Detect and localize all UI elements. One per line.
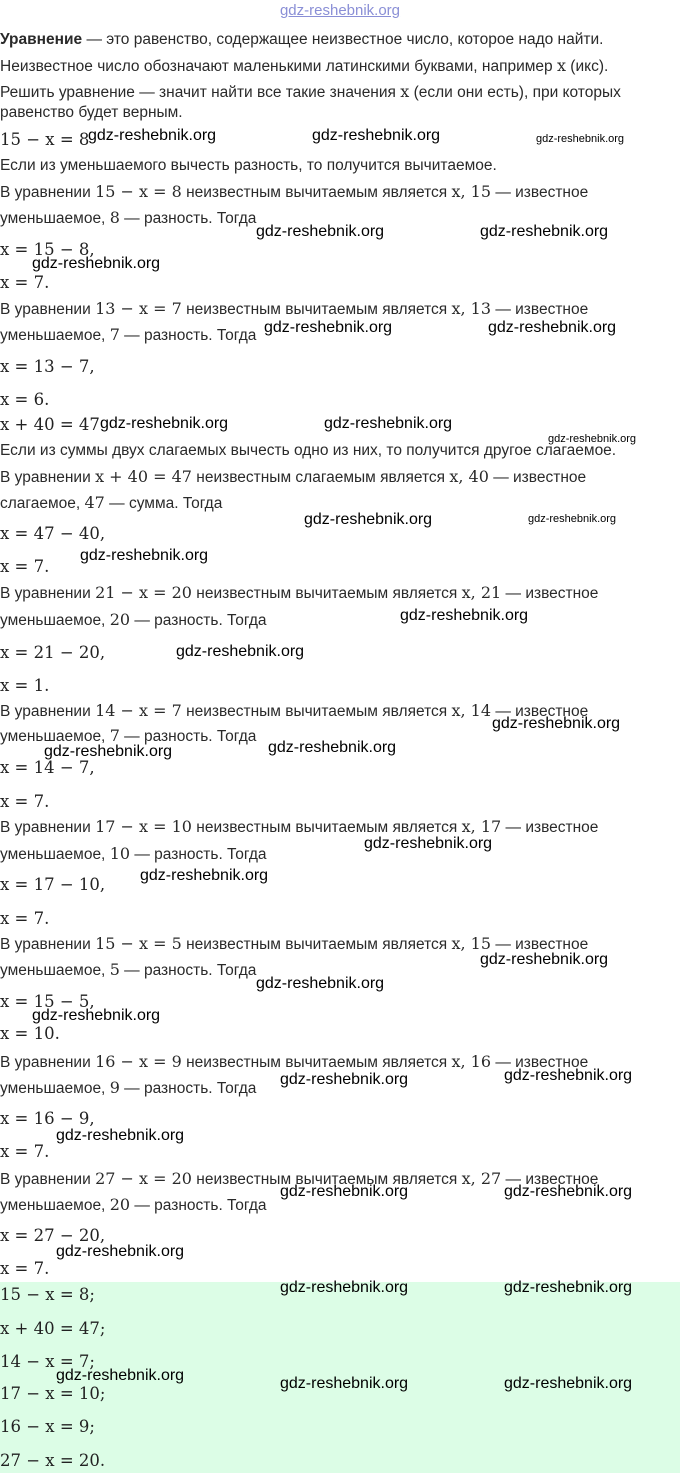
text: В уравнении <box>0 469 96 486</box>
explanation-line <box>0 206 256 231</box>
math-inline: 8 <box>109 208 120 227</box>
text: — разность. Тогда <box>119 1080 257 1097</box>
watermark: gdz-reshebnik.org <box>88 127 217 144</box>
text: — известное <box>501 1171 599 1188</box>
answer-line: 15 − x = 8; <box>0 1285 95 1304</box>
text: слагаемое, <box>0 495 85 512</box>
solution-step: x = 13 − 7, <box>0 357 95 376</box>
watermark: gdz-reshebnik.org <box>268 739 397 756</box>
watermark: gdz-reshebnik.org <box>324 415 453 432</box>
watermark: gdz-reshebnik.org <box>528 513 617 525</box>
watermark: gdz-reshebnik.org <box>176 643 305 660</box>
text: — разность. Тогда <box>119 210 257 227</box>
text: — известное <box>491 301 589 318</box>
text: В уравнении <box>0 936 96 953</box>
math-inline: 21 − x = 20 <box>95 583 192 602</box>
text: уменьшаемое, <box>0 1197 110 1214</box>
intro-text: Неизвестное число обозначают маленькими латинскими буквами, например <box>0 58 557 75</box>
watermark: gdz-reshebnik.org <box>280 1279 409 1296</box>
solution-result: x = 1. <box>0 676 50 695</box>
math-inline: x, 40 <box>449 467 489 486</box>
text: — известное <box>501 819 599 836</box>
text: уменьшаемое, <box>0 327 110 344</box>
explanation-line <box>0 491 222 516</box>
term-bold: Уравнение <box>0 31 83 48</box>
explanation-line <box>0 1193 267 1218</box>
text: уменьшаемое, <box>0 962 110 979</box>
text: неизвестным вычитаемым является <box>191 1171 462 1188</box>
solution-step: x = 14 − 7, <box>0 758 95 777</box>
text: неизвестным вычитаемым является <box>181 1054 452 1071</box>
watermark: gdz-reshebnik.org <box>44 743 173 760</box>
solution-result: x = 7. <box>0 909 50 928</box>
text: — разность. Тогда <box>119 327 257 344</box>
answer-line: x + 40 = 47; <box>0 1319 106 1338</box>
text: — разность. Тогда <box>119 728 257 745</box>
math-inline: x, 15 <box>451 934 492 953</box>
explanation-line <box>0 842 267 867</box>
text: неизвестным вычитаемым является <box>181 936 452 953</box>
solution-result: x = 7. <box>0 273 50 292</box>
solution-step: x = 15 − 8, <box>0 240 95 259</box>
math-inline: x, 16 <box>451 1052 492 1071</box>
text: — известное <box>501 585 599 602</box>
text: — сумма. Тогда <box>104 495 223 512</box>
solution-result: x = 7. <box>0 792 50 811</box>
text: В уравнении <box>0 1171 96 1188</box>
solution-result: x = 7. <box>0 557 50 576</box>
text: В уравнении <box>0 184 96 201</box>
solution-step: x = 27 − 20, <box>0 1226 106 1245</box>
text: В уравнении <box>0 819 96 836</box>
intro-text: — это равенство, содержащее неизвестное число, которое надо найти. <box>82 31 604 48</box>
answer-line: 14 − x = 7; <box>0 1352 95 1371</box>
math-var: x <box>400 82 410 101</box>
text: В уравнении <box>0 301 96 318</box>
equation-2: x + 40 = 47 <box>0 415 100 434</box>
watermark: gdz-reshebnik.org <box>548 433 637 445</box>
math-inline: 20 <box>109 1195 131 1214</box>
solution-result: x = 6. <box>0 390 50 409</box>
math-inline: x, 17 <box>461 817 502 836</box>
watermark: gdz-reshebnik.org <box>304 511 433 528</box>
text: уменьшаемое, <box>0 728 110 745</box>
math-inline: 16 − x = 9 <box>95 1052 182 1071</box>
watermark: gdz-reshebnik.org <box>480 951 609 968</box>
watermark: gdz-reshebnik.org <box>492 715 621 732</box>
answer-line: 16 − x = 9; <box>0 1417 95 1436</box>
rule-subtraction: Если из уменьшаемого вычесть разность, то получится вычитаемое. <box>0 157 497 174</box>
watermark: gdz-reshebnik.org <box>100 415 229 432</box>
answer-line: 27 − x = 20. <box>0 1451 106 1470</box>
solution-step: x = 17 − 10, <box>0 875 106 894</box>
text: — разность. Тогда <box>130 612 267 629</box>
text: неизвестным вычитаемым является <box>181 301 452 318</box>
solution-step: x = 21 − 20, <box>0 643 106 662</box>
math-inline: x, 21 <box>461 583 502 602</box>
text: неизвестным вычитаемым является <box>181 184 452 201</box>
math-inline: 15 − x = 5 <box>95 934 182 953</box>
intro-line-4: равенство будет верным. <box>0 104 183 121</box>
text: неизвестным слагаемым является <box>191 469 450 486</box>
text: неизвестным вычитаемым является <box>191 585 462 602</box>
watermark: gdz-reshebnik.org <box>264 319 393 336</box>
math-inline: 7 <box>109 726 120 745</box>
watermark: gdz-reshebnik.org <box>280 1183 409 1200</box>
math-inline: x, 14 <box>451 701 492 720</box>
intro-line-2 <box>0 54 608 79</box>
watermark: gdz-reshebnik.org <box>312 127 441 144</box>
watermark: gdz-reshebnik.org <box>504 1375 633 1392</box>
solution-step: x = 16 − 9, <box>0 1109 95 1128</box>
math-inline: 14 − x = 7 <box>95 701 182 720</box>
math-inline: x, 27 <box>461 1169 502 1188</box>
solution-step: x = 47 − 40, <box>0 524 106 543</box>
explanation-line <box>0 958 256 983</box>
solution-step: x = 15 − 5, <box>0 992 95 1011</box>
math-inline: 13 − x = 7 <box>95 299 182 318</box>
math-inline: 7 <box>109 325 120 344</box>
explanation-line <box>0 815 598 840</box>
math-inline: 17 − x = 10 <box>95 817 192 836</box>
watermark: gdz-reshebnik.org <box>280 1071 409 1088</box>
math-inline: 15 − x = 8 <box>95 182 182 201</box>
math-inline: 9 <box>109 1078 120 1097</box>
text: — разность. Тогда <box>130 846 267 863</box>
text: — известное <box>491 1054 589 1071</box>
watermark: gdz-reshebnik.org <box>400 607 529 624</box>
text: — известное <box>491 703 589 720</box>
watermark: gdz-reshebnik.org <box>504 1279 633 1296</box>
watermark: gdz-reshebnik.org <box>56 1243 185 1260</box>
text: уменьшаемое, <box>0 612 110 629</box>
watermark: gdz-reshebnik.org <box>280 1375 409 1392</box>
watermark: gdz-reshebnik.org <box>56 1127 185 1144</box>
explanation-line <box>0 581 598 606</box>
text: — известное <box>488 469 587 486</box>
solution-result: x = 7. <box>0 1259 50 1278</box>
text: — известное <box>491 184 589 201</box>
watermark: gdz-reshebnik.org <box>140 867 269 884</box>
intro-text: (если они есть), при которых <box>409 84 621 101</box>
intro-line-3 <box>0 80 621 105</box>
explanation-line <box>0 608 267 633</box>
watermark: gdz-reshebnik.org <box>256 975 385 992</box>
watermark: gdz-reshebnik.org <box>80 547 209 564</box>
intro-text: (икс). <box>565 58 609 75</box>
math-inline: x, 13 <box>451 299 492 318</box>
math-inline: x + 40 = 47 <box>95 467 192 486</box>
watermark: gdz-reshebnik.org <box>56 1367 185 1384</box>
watermark: gdz-reshebnik.org <box>504 1067 633 1084</box>
watermark: gdz-reshebnik.org <box>504 1183 633 1200</box>
math-inline: 20 <box>109 610 131 629</box>
text: В уравнении <box>0 703 96 720</box>
math-inline: 47 <box>84 493 105 512</box>
text: уменьшаемое, <box>0 1080 110 1097</box>
math-var: x <box>556 56 566 75</box>
watermark: gdz-reshebnik.org <box>256 223 385 240</box>
watermark: gdz-reshebnik.org <box>32 1007 161 1024</box>
watermark: gdz-reshebnik.org <box>32 255 161 272</box>
solution-result: x = 10. <box>0 1024 60 1043</box>
text: уменьшаемое, <box>0 846 110 863</box>
text: — разность. Тогда <box>130 1197 267 1214</box>
explanation-line <box>0 465 586 490</box>
text: В уравнении <box>0 585 96 602</box>
explanation-line <box>0 180 588 205</box>
equation-1: 15 − x = 8 <box>0 130 90 149</box>
text: В уравнении <box>0 1054 96 1071</box>
watermark: gdz-reshebnik.org <box>536 133 625 145</box>
text: — разность. Тогда <box>119 962 257 979</box>
rule-addition: Если из суммы двух слагаемых вычесть одно из них, то получится другое слагаемое. <box>0 442 617 459</box>
math-inline: 5 <box>109 960 120 979</box>
text: — известное <box>491 936 589 953</box>
math-inline: 10 <box>109 844 131 863</box>
intro-text: Решить уравнение — значит найти все такие значения <box>0 84 401 101</box>
answer-line: 17 − x = 10; <box>0 1384 106 1403</box>
watermark: gdz-reshebnik.org <box>488 319 617 336</box>
solution-result: x = 7. <box>0 1142 50 1161</box>
math-inline: x, 15 <box>451 182 492 201</box>
watermark: gdz-reshebnik.org <box>480 223 609 240</box>
text: уменьшаемое, <box>0 210 110 227</box>
watermark: gdz-reshebnik.org <box>364 835 493 852</box>
text: неизвестным вычитаемым является <box>191 819 462 836</box>
intro-line-1 <box>0 28 603 52</box>
math-inline: 27 − x = 20 <box>95 1169 192 1188</box>
explanation-line <box>0 1076 256 1101</box>
site-header-link[interactable]: gdz-reshebnik.org <box>279 2 401 19</box>
text: неизвестным вычитаемым является <box>181 703 452 720</box>
explanation-line <box>0 323 256 348</box>
